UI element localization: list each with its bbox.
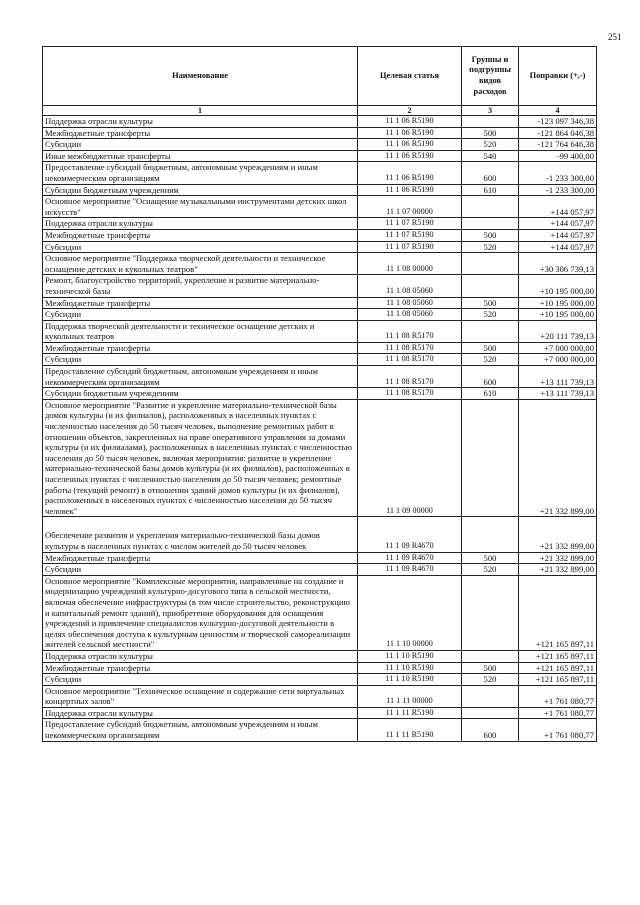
row-expense-group xyxy=(462,575,519,650)
row-amendment-amount: +13 111 739,13 xyxy=(519,388,597,400)
row-target-article: 11 1 08 05060 xyxy=(358,309,462,321)
row-target-article: 11 1 10 00000 xyxy=(358,575,462,650)
row-target-article: 11 1 10 R5190 xyxy=(358,674,462,686)
row-expense-group: 500 xyxy=(462,342,519,354)
table-row xyxy=(43,366,597,388)
table-row xyxy=(43,162,597,184)
row-target-article: 11 1 08 R5170 xyxy=(358,388,462,400)
row-amendment-amount: +144 057,97 xyxy=(519,218,597,230)
row-name: Субсидии xyxy=(43,309,358,321)
table-row xyxy=(43,275,597,297)
table-body xyxy=(43,116,597,742)
row-name: Межбюджетные трансферты xyxy=(43,297,358,309)
column-number: 1 xyxy=(43,106,358,116)
row-expense-group xyxy=(462,320,519,342)
row-expense-group xyxy=(462,196,519,218)
row-target-article: 11 1 06 R5190 xyxy=(358,150,462,162)
row-expense-group: 520 xyxy=(462,139,519,151)
table-row xyxy=(43,674,597,686)
row-target-article: 11 1 08 R5170 xyxy=(358,320,462,342)
row-name: Ремонт, благоустройство территорий, укрепление и развитие материально-технической базы xyxy=(43,275,358,297)
row-amendment-amount: +10 195 000,00 xyxy=(519,275,597,297)
row-amendment-amount: +121 165 897,11 xyxy=(519,674,597,686)
row-amendment-amount: +21 332 899,00 xyxy=(519,564,597,576)
row-target-article: 11 1 09 00000 xyxy=(358,399,462,517)
row-expense-group: 500 xyxy=(462,662,519,674)
row-target-article: 11 1 08 R5170 xyxy=(358,366,462,388)
row-amendment-amount: +144 057,97 xyxy=(519,241,597,253)
row-expense-group xyxy=(462,275,519,297)
row-amendment-amount: -123 097 346,38 xyxy=(519,116,597,128)
row-amendment-amount: -1 233 300,00 xyxy=(519,184,597,196)
row-amendment-amount: +10 195 000,00 xyxy=(519,297,597,309)
table-row xyxy=(43,241,597,253)
column-number: 4 xyxy=(519,106,597,116)
row-name: Субсидии бюджетным учреждениям xyxy=(43,184,358,196)
row-name: Субсидии xyxy=(43,564,358,576)
row-expense-group: 520 xyxy=(462,309,519,321)
row-amendment-amount: +13 111 739,13 xyxy=(519,366,597,388)
row-amendment-amount: +7 000 000,00 xyxy=(519,342,597,354)
row-expense-group xyxy=(462,218,519,230)
table-row xyxy=(43,320,597,342)
table-row xyxy=(43,218,597,230)
row-name: Предоставление субсидий бюджетным, автономным учреждениям и иным некоммерческим организациям xyxy=(43,366,358,388)
row-name: Поддержка отрасли культуры xyxy=(43,707,358,719)
table-row xyxy=(43,229,597,241)
table-row xyxy=(43,575,597,650)
row-amendment-amount: +144 057,97 xyxy=(519,229,597,241)
header-expense-groups: Группы и подгруппы видов расходов xyxy=(462,47,519,106)
row-name: Межбюджетные трансферты xyxy=(43,342,358,354)
table-row xyxy=(43,399,597,517)
row-expense-group: 600 xyxy=(462,162,519,184)
table-row xyxy=(43,196,597,218)
row-expense-group xyxy=(462,399,519,517)
row-expense-group: 520 xyxy=(462,564,519,576)
row-target-article: 11 1 11 R5190 xyxy=(358,719,462,741)
row-expense-group: 500 xyxy=(462,127,519,139)
row-name: Субсидии xyxy=(43,241,358,253)
row-amendment-amount: +1 761 080,77 xyxy=(519,685,597,707)
row-name: Поддержка отрасли культуры xyxy=(43,116,358,128)
row-amendment-amount: +30 306 739,13 xyxy=(519,253,597,275)
row-name: Основное мероприятие "Поддержка творческой деятельности и техническое оснащение детских и кукольных театров" xyxy=(43,253,358,275)
header-amendments: Поправки (+,-) xyxy=(519,47,597,106)
header-target-article: Целевая статья xyxy=(358,47,462,106)
table-row xyxy=(43,184,597,196)
row-target-article: 11 1 09 R4670 xyxy=(358,552,462,564)
table-row xyxy=(43,552,597,564)
row-amendment-amount: -121 864 046,38 xyxy=(519,127,597,139)
row-expense-group: 520 xyxy=(462,674,519,686)
column-number: 2 xyxy=(358,106,462,116)
row-target-article: 11 1 09 R4670 xyxy=(358,564,462,576)
row-name: Предоставление субсидий бюджетным, автономным учреждениям и иным некоммерческим организациям xyxy=(43,719,358,741)
row-target-article: 11 1 09 R4670 xyxy=(358,517,462,552)
table-row xyxy=(43,342,597,354)
row-name: Межбюджетные трансферты xyxy=(43,229,358,241)
row-amendment-amount: +144 057,97 xyxy=(519,196,597,218)
table-row xyxy=(43,150,597,162)
row-amendment-amount: +121 165 897,11 xyxy=(519,650,597,662)
table-row xyxy=(43,354,597,366)
row-name: Основное мероприятие "Комплексные мероприятия, направленные на создание и модернизацию учреждений культурно-досугового типа в сельской местности, включая обеспечение инфраструктуры (в том числе строительство, реконструкцию и капитальный ремонт зданий), приобретение оборудования для оснащения учреждений и привлечение специалистов культурно-досуговой деятельности в целях обеспечения доступа к культурным ценностям и творческой самореализации жителей сельской местности" xyxy=(43,575,358,650)
row-name: Межбюджетные трансферты xyxy=(43,662,358,674)
row-target-article: 11 1 10 R5190 xyxy=(358,662,462,674)
row-expense-group: 610 xyxy=(462,184,519,196)
table-row xyxy=(43,309,597,321)
page-number: 251 xyxy=(608,32,622,42)
table-row xyxy=(43,116,597,128)
row-target-article: 11 1 06 R5190 xyxy=(358,127,462,139)
row-amendment-amount: +7 000 000,00 xyxy=(519,354,597,366)
row-target-article: 11 1 08 R5170 xyxy=(358,342,462,354)
row-name: Иные межбюджетные трансферты xyxy=(43,150,358,162)
row-expense-group xyxy=(462,707,519,719)
row-expense-group xyxy=(462,253,519,275)
row-target-article: 11 1 08 00000 xyxy=(358,253,462,275)
row-target-article: 11 1 07 00000 xyxy=(358,196,462,218)
row-amendment-amount: -121 764 646,38 xyxy=(519,139,597,151)
row-expense-group: 540 xyxy=(462,150,519,162)
table-row xyxy=(43,662,597,674)
row-amendment-amount: +10 195 000,00 xyxy=(519,309,597,321)
table-row xyxy=(43,388,597,400)
row-name: Основное мероприятие "Техническое оснащение и содержание сети виртуальных концертных залов" xyxy=(43,685,358,707)
row-target-article: 11 1 08 R5170 xyxy=(358,354,462,366)
row-target-article: 11 1 06 R5190 xyxy=(358,184,462,196)
row-expense-group xyxy=(462,650,519,662)
table-row xyxy=(43,707,597,719)
table-row xyxy=(43,719,597,741)
row-expense-group: 500 xyxy=(462,297,519,309)
row-expense-group: 520 xyxy=(462,241,519,253)
row-name: Субсидии xyxy=(43,674,358,686)
row-name: Поддержка отрасли культуры xyxy=(43,218,358,230)
row-name: Межбюджетные трансферты xyxy=(43,552,358,564)
row-name: Обеспечение развития и укрепления материально-технической базы домов культуры в населенных пунктах с числом жителей до 50 тысяч человек xyxy=(43,517,358,552)
row-name: Субсидии xyxy=(43,354,358,366)
row-amendment-amount: +21 332 899,00 xyxy=(519,552,597,564)
row-target-article: 11 1 06 R5190 xyxy=(358,139,462,151)
row-name: Межбюджетные трансферты xyxy=(43,127,358,139)
row-name: Поддержка отрасли культуры xyxy=(43,650,358,662)
row-amendment-amount: -1 233 300,00 xyxy=(519,162,597,184)
row-target-article: 11 1 10 R5190 xyxy=(358,650,462,662)
row-target-article: 11 1 06 R5190 xyxy=(358,116,462,128)
row-expense-group: 500 xyxy=(462,229,519,241)
table-row xyxy=(43,297,597,309)
row-amendment-amount: +20 111 739,13 xyxy=(519,320,597,342)
row-target-article: 11 1 11 00000 xyxy=(358,685,462,707)
row-target-article: 11 1 07 R5190 xyxy=(358,218,462,230)
budget-amendments-table xyxy=(42,46,597,742)
row-amendment-amount: -99 400,00 xyxy=(519,150,597,162)
row-amendment-amount: +21 332 899,00 xyxy=(519,399,597,517)
row-amendment-amount: +21 332 899,00 xyxy=(519,517,597,552)
row-expense-group: 600 xyxy=(462,366,519,388)
header-name: Наименование xyxy=(43,47,358,106)
row-name: Субсидии бюджетным учреждениям xyxy=(43,388,358,400)
table-row xyxy=(43,564,597,576)
table-row xyxy=(43,650,597,662)
row-name: Основное мероприятие "Развитие и укрепление материально-технической базы домов культуры (и их филиалов), расположенных в населенных пунктах с численностью населения до 50 тысяч человек, выполнение ремонтных работ в отношении объектов, закрепленных на праве оперативного управления за домами культуры (и их филиалами), расположенных в населенных пунктах с численностью населения до 50 тысяч человек, включая мероприятия: развитие и укрепление материально-технической базы домов культуры (и их филиалов), расположенных в населенных пунктах с численностью населения до 50 тысяч человек; ремонтные работы (текущий ремонт) в отношении зданий домов культуры (и их филиалов), расположенных в населенных пунктах с численностью населения до 50 тысяч человек" xyxy=(43,399,358,517)
row-target-article: 11 1 07 R5190 xyxy=(358,229,462,241)
row-target-article: 11 1 07 R5190 xyxy=(358,241,462,253)
row-amendment-amount: +121 165 897,11 xyxy=(519,662,597,674)
table-row xyxy=(43,139,597,151)
row-expense-group: 500 xyxy=(462,552,519,564)
column-number: 3 xyxy=(462,106,519,116)
row-amendment-amount: +121 165 897,11 xyxy=(519,575,597,650)
row-amendment-amount: +1 761 080,77 xyxy=(519,707,597,719)
table-row xyxy=(43,517,597,552)
row-target-article: 11 1 08 05060 xyxy=(358,275,462,297)
row-expense-group xyxy=(462,517,519,552)
row-expense-group xyxy=(462,685,519,707)
row-name: Субсидии xyxy=(43,139,358,151)
row-target-article: 11 1 06 R5190 xyxy=(358,162,462,184)
row-expense-group: 610 xyxy=(462,388,519,400)
column-number-row xyxy=(43,106,597,116)
row-target-article: 11 1 08 05060 xyxy=(358,297,462,309)
row-expense-group xyxy=(462,116,519,128)
row-amendment-amount: +1 761 080,77 xyxy=(519,719,597,741)
table-row xyxy=(43,685,597,707)
row-expense-group: 600 xyxy=(462,719,519,741)
row-expense-group: 520 xyxy=(462,354,519,366)
table-header-row xyxy=(43,47,597,106)
table-row xyxy=(43,253,597,275)
row-target-article: 11 1 11 R5190 xyxy=(358,707,462,719)
row-name: Основное мероприятие "Оснащение музыкальными инструментами детских школ искусств" xyxy=(43,196,358,218)
row-name: Поддержка творческой деятельности и техническое оснащение детских и кукольных театров xyxy=(43,320,358,342)
row-name: Предоставление субсидий бюджетным, автономным учреждениям и иным некоммерческим организациям xyxy=(43,162,358,184)
table-row xyxy=(43,127,597,139)
